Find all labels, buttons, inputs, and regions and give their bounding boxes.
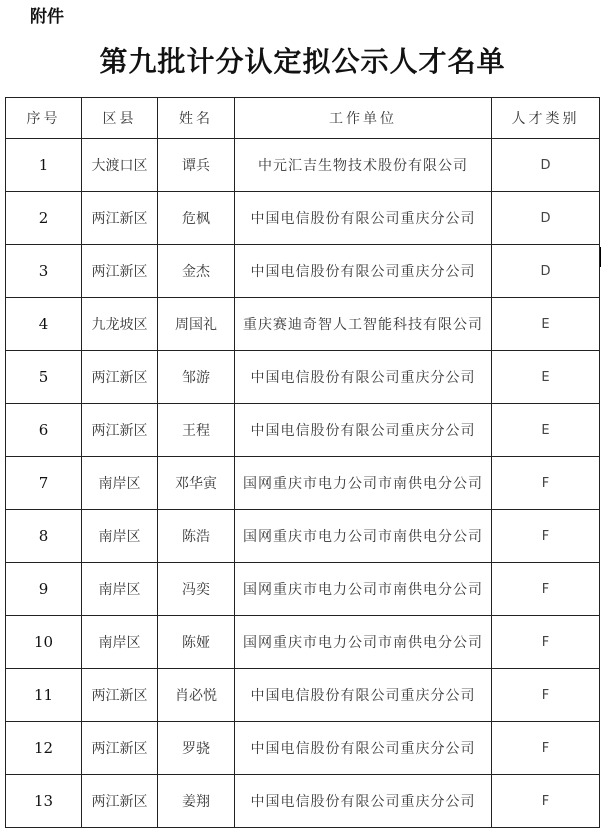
- cell-name: 邓华寅: [158, 457, 235, 510]
- cell-employer: 中国电信股份有限公司重庆分公司: [235, 404, 492, 457]
- cell-name: 危枫: [158, 192, 235, 245]
- table-row: [6, 245, 600, 298]
- cell-serial-number: 9: [6, 563, 82, 616]
- cell-talent-category: E: [492, 298, 600, 351]
- cell-talent-category: F: [492, 457, 600, 510]
- cell-district: 两江新区: [82, 775, 158, 828]
- cell-talent-category: D: [492, 245, 600, 298]
- cell-talent-category: E: [492, 351, 600, 404]
- table-row: [6, 457, 600, 510]
- table-row: [6, 298, 600, 351]
- cell-district: 两江新区: [82, 245, 158, 298]
- table-row: [6, 351, 600, 404]
- table-row: [6, 510, 600, 563]
- page-title: 第九批计分认定拟公示人才名单: [99, 45, 506, 78]
- attachment-label: 附件: [30, 7, 64, 27]
- cell-talent-category: F: [492, 722, 600, 775]
- table-row: [6, 139, 600, 192]
- header-talent-category: 人才类别: [492, 98, 600, 139]
- cell-employer: 中国电信股份有限公司重庆分公司: [235, 669, 492, 722]
- cell-name: 罗骁: [158, 722, 235, 775]
- header-name: 姓名: [158, 98, 235, 139]
- cell-employer: 中国电信股份有限公司重庆分公司: [235, 245, 492, 298]
- cell-serial-number: 5: [6, 351, 82, 404]
- cell-name: 谭兵: [158, 139, 235, 192]
- table-row: [6, 775, 600, 828]
- cell-district: 两江新区: [82, 722, 158, 775]
- table-row: [6, 669, 600, 722]
- cell-name: 肖必悦: [158, 669, 235, 722]
- cell-talent-category: F: [492, 563, 600, 616]
- cell-district: 南岸区: [82, 510, 158, 563]
- cell-serial-number: 8: [6, 510, 82, 563]
- cell-district: 两江新区: [82, 351, 158, 404]
- cell-employer: 国网重庆市电力公司市南供电分公司: [235, 616, 492, 669]
- cell-name: 金杰: [158, 245, 235, 298]
- cell-district: 两江新区: [82, 404, 158, 457]
- cell-employer: 中国电信股份有限公司重庆分公司: [235, 722, 492, 775]
- cell-talent-category: D: [492, 192, 600, 245]
- table-row: [6, 563, 600, 616]
- cell-name: 王程: [158, 404, 235, 457]
- cell-district: 两江新区: [82, 192, 158, 245]
- cell-name: 姜翔: [158, 775, 235, 828]
- cell-talent-category: E: [492, 404, 600, 457]
- cell-serial-number: 3: [6, 245, 82, 298]
- cell-serial-number: 13: [6, 775, 82, 828]
- cell-district: 大渡口区: [82, 139, 158, 192]
- header-district: 区县: [82, 98, 158, 139]
- cell-district: 南岸区: [82, 616, 158, 669]
- cell-name: 陈娅: [158, 616, 235, 669]
- header-employer: 工作单位: [235, 98, 492, 139]
- cell-serial-number: 7: [6, 457, 82, 510]
- cell-talent-category: F: [492, 775, 600, 828]
- cell-district: 南岸区: [82, 563, 158, 616]
- cell-name: 周国礼: [158, 298, 235, 351]
- cell-district: 九龙坡区: [82, 298, 158, 351]
- cell-district: 南岸区: [82, 457, 158, 510]
- talent-list-table: [5, 97, 600, 828]
- table-row: [6, 404, 600, 457]
- cell-employer: 中国电信股份有限公司重庆分公司: [235, 775, 492, 828]
- cell-talent-category: F: [492, 616, 600, 669]
- cell-serial-number: 2: [6, 192, 82, 245]
- table-row: [6, 616, 600, 669]
- cell-employer: 中国电信股份有限公司重庆分公司: [235, 351, 492, 404]
- cell-name: 邹游: [158, 351, 235, 404]
- cell-serial-number: 4: [6, 298, 82, 351]
- cell-name: 陈浩: [158, 510, 235, 563]
- cell-serial-number: 1: [6, 139, 82, 192]
- cell-employer: 重庆赛迪奇智人工智能科技有限公司: [235, 298, 492, 351]
- cell-talent-category: D: [492, 139, 600, 192]
- cell-employer: 国网重庆市电力公司市南供电分公司: [235, 563, 492, 616]
- cell-employer: 中元汇吉生物技术股份有限公司: [235, 139, 492, 192]
- table-row: [6, 192, 600, 245]
- cell-employer: 国网重庆市电力公司市南供电分公司: [235, 510, 492, 563]
- cell-talent-category: F: [492, 669, 600, 722]
- cell-employer: 中国电信股份有限公司重庆分公司: [235, 192, 492, 245]
- cell-talent-category: F: [492, 510, 600, 563]
- cell-employer: 国网重庆市电力公司市南供电分公司: [235, 457, 492, 510]
- table-row: [6, 722, 600, 775]
- cell-name: 冯奕: [158, 563, 235, 616]
- cell-serial-number: 12: [6, 722, 82, 775]
- cell-serial-number: 6: [6, 404, 82, 457]
- table-header-row: [6, 98, 600, 139]
- cell-district: 两江新区: [82, 669, 158, 722]
- header-serial-number: 序号: [6, 98, 82, 139]
- cell-serial-number: 11: [6, 669, 82, 722]
- cell-serial-number: 10: [6, 616, 82, 669]
